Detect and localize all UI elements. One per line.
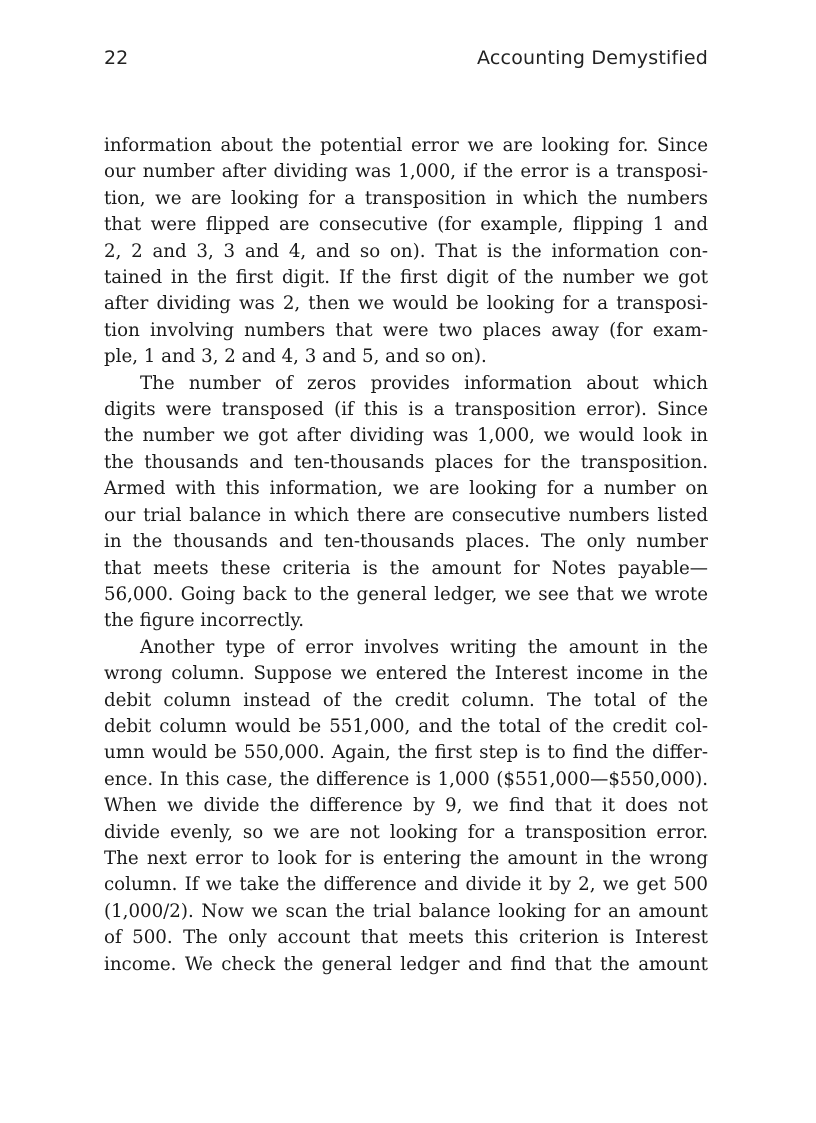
text-line: the figure incorrectly.: [104, 610, 305, 632]
text-line: income. We check the general ledger and find that the amount: [104, 953, 708, 975]
text-line: that meets these criteria is the amount for Notes payable—: [104, 557, 708, 579]
text-line: the thousands and ten-thousands places for the transposition.: [104, 451, 708, 473]
text-line: ple, 1 and 3, 2 and 4, 3 and 5, and so on).: [104, 346, 487, 368]
text-line: that were flipped are consecutive (for example, flipping 1 and: [104, 214, 708, 236]
text-line: (1,000/2). Now we scan the trial balance looking for an amount: [104, 900, 708, 922]
text-line: The number of zeros provides information about which: [140, 372, 708, 394]
text-line: column. If we take the difference and divide it by 2, we get 500: [104, 874, 708, 896]
text-line: tion involving numbers that were two places away (for exam-: [104, 319, 708, 341]
text-line: wrong column. Suppose we entered the Interest income in the: [104, 663, 708, 685]
text-line: The next error to look for is entering the amount in the wrong: [104, 847, 708, 869]
text-line: our trial balance in which there are consecutive numbers listed: [104, 504, 708, 526]
text-line: ence. In this case, the difference is 1,000 ($551,000—$550,000).: [104, 768, 708, 790]
text-line: Armed with this information, we are looking for a number on: [104, 478, 708, 500]
paragraph-1: [104, 133, 708, 371]
text-line: divide evenly, so we are not looking for a transposition error.: [104, 821, 708, 843]
paragraph-3: [104, 635, 708, 978]
text-line: the number we got after dividing was 1,000, we would look in: [104, 425, 708, 447]
paragraph-2: [104, 371, 708, 635]
text-line: 2, 2 and 3, 3 and 4, and so on). That is the information con-: [104, 240, 708, 262]
text-line: digits were transposed (if this is a transposition error). Since: [104, 399, 708, 421]
text-line: in the thousands and ten-thousands places. The only number: [104, 531, 708, 553]
text-line: debit column instead of the credit column. The total of the: [104, 689, 708, 711]
text-line: When we divide the difference by 9, we find that it does not: [104, 795, 708, 817]
page-number: 22: [104, 47, 129, 69]
text-line: after dividing was 2, then we would be looking for a transposi-: [104, 293, 708, 315]
text-line: umn would be 550,000. Again, the first step is to find the differ-: [104, 742, 708, 764]
text-line: 56,000. Going back to the general ledger, we see that we wrote: [104, 583, 708, 605]
text-line: tained in the first digit. If the first digit of the number we got: [104, 267, 708, 289]
text-line: debit column would be 551,000, and the total of the credit col-: [104, 715, 708, 737]
text-line: of 500. The only account that meets this criterion is Interest: [104, 927, 708, 949]
text-line: our number after dividing was 1,000, if the error is a transposi-: [104, 161, 708, 183]
page-header: [104, 47, 708, 77]
body-text: [104, 133, 708, 978]
text-line: Another type of error involves writing the amount in the: [140, 636, 708, 658]
text-line: information about the potential error we are looking for. Since: [104, 135, 708, 156]
running-title: Accounting Demystified: [477, 47, 708, 69]
text-line: tion, we are looking for a transposition in which the numbers: [104, 187, 708, 209]
